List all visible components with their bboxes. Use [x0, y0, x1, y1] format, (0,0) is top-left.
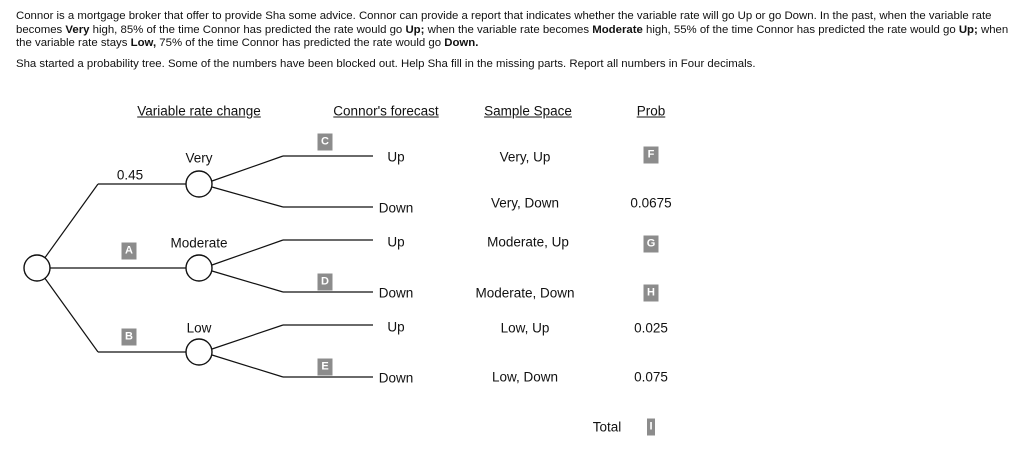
header-prob: Prob [636, 103, 666, 119]
forecast-very-down: Down [378, 200, 414, 216]
branch-root-low [44, 277, 98, 352]
branch-root-very [44, 184, 98, 259]
prob-very-down: 0.0675 [630, 195, 672, 211]
sample-low-down: Low, Down [491, 369, 559, 385]
forecast-low-up: Up [387, 319, 405, 335]
instructions: Sha started a probability tree. Some of the numbers have been blocked out. Help Sha fill in the missing parts. Report all numbers in Four decimals. [16, 58, 756, 70]
blank-box-i: I [647, 419, 655, 436]
blank-box-d: D [318, 274, 333, 291]
forecast-very-up: Up [387, 149, 405, 165]
blank-box-g: G [644, 236, 659, 253]
node-moderate [186, 255, 212, 281]
sample-low-up: Low, Up [500, 320, 550, 336]
node-low [186, 339, 212, 365]
header-connors-forecast: Connor's forecast [333, 103, 439, 119]
blank-box-c: C [318, 134, 333, 151]
sample-very-down: Very, Down [490, 195, 560, 211]
prob-very: 0.45 [116, 167, 144, 183]
node-very [186, 171, 212, 197]
sample-very-up: Very, Up [499, 149, 551, 165]
blank-box-f: F [644, 147, 659, 164]
prob-low-up: 0.025 [634, 320, 668, 336]
blank-box-a: A [122, 243, 137, 260]
label-low: Low [186, 320, 212, 336]
root-node [24, 255, 50, 281]
forecast-low-down: Down [378, 370, 414, 386]
prob-low-down: 0.075 [634, 369, 668, 385]
label-moderate: Moderate [170, 235, 228, 251]
header-variable-rate-change: Variable rate change [137, 103, 261, 119]
total-label: Total [592, 419, 622, 435]
problem-statement: Connor is a mortgage broker that offer to provide Sha some advice. Connor can provide a report that indicates whether the variable rate will go Up or go Down. In the past, when the variable rate becomes Very high, 85% of the time Connor has predicted the rate would go Up; when the variable rate becomes Moderate high, 55% of the time Connor has predicted the rate would go Up; when the variable rate stays Low, 75% of the time Connor has predicted the rate would go Down. [16, 10, 1009, 50]
blank-box-h: H [644, 285, 659, 302]
sample-moderate-up: Moderate, Up [487, 234, 569, 250]
blank-box-b: B [122, 329, 137, 346]
forecast-moderate-down: Down [378, 285, 414, 301]
label-very: Very [185, 150, 213, 166]
sample-moderate-down: Moderate, Down [475, 285, 575, 301]
header-sample-space: Sample Space [484, 103, 572, 119]
forecast-moderate-up: Up [387, 234, 405, 250]
blank-box-e: E [318, 359, 333, 376]
